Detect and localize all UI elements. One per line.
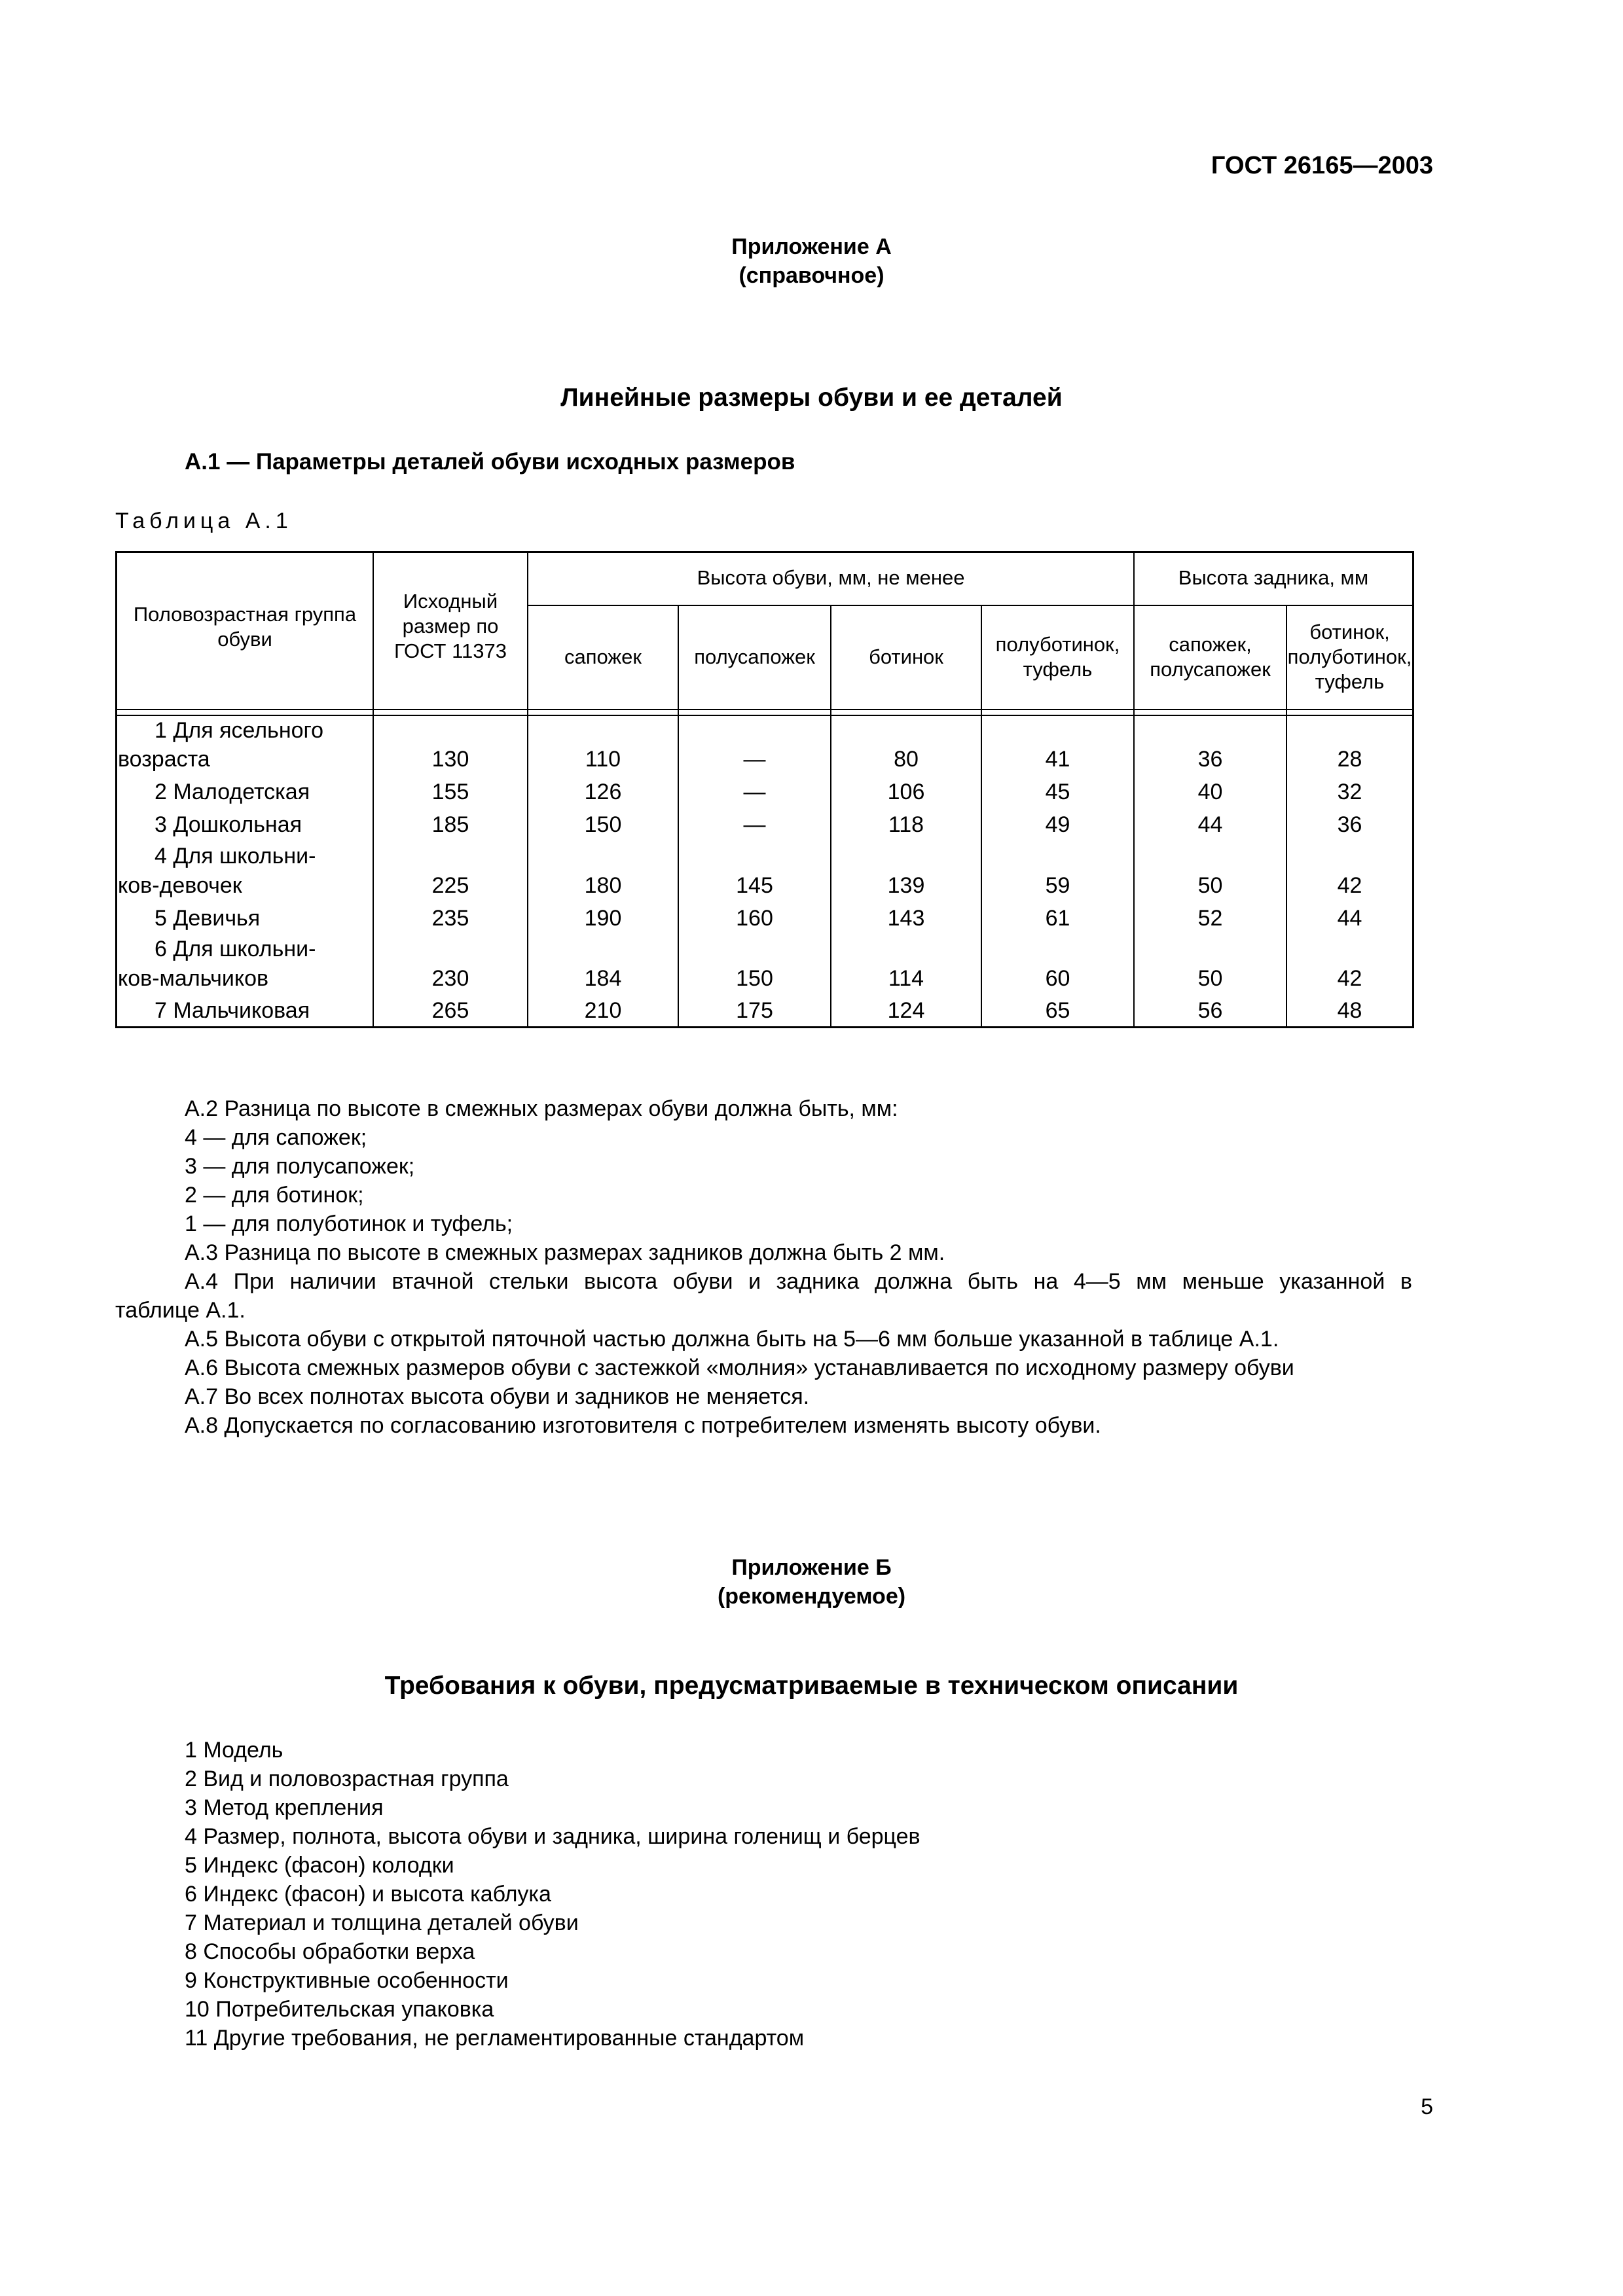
row7-base: 265 — [431, 998, 469, 1023]
note-a8: А.8 Допускается по согласованию изготовителя с потребителем изменять высоту обуви. — [185, 1413, 1101, 1438]
row6-base: 230 — [431, 966, 469, 991]
annex-a-section-title: Линейные размеры обуви и ее деталей — [560, 384, 1063, 412]
list-item: 8 Способы обработки верха — [185, 1939, 475, 1964]
row5-low: 61 — [1045, 906, 1070, 931]
row2-base: 155 — [431, 780, 469, 804]
note-a4-cont: таблице А.1. — [115, 1298, 246, 1323]
row6-ankle: 114 — [888, 966, 924, 991]
row1-ankle: 80 — [894, 747, 919, 772]
row3-ankle: 118 — [888, 812, 924, 837]
row5-hb: 52 — [1197, 906, 1223, 931]
annex-b-title: Приложение Б — [731, 1555, 892, 1580]
list-item: 2 Вид и половозрастная группа — [185, 1767, 509, 1791]
row1-hs: 28 — [1337, 747, 1362, 772]
list-item: 4 Размер, полнота, высота обуви и задника, ширина голенищ и берцев — [185, 1824, 921, 1849]
row4-hb: 50 — [1197, 873, 1223, 898]
th-heel-boots: сапожек, полусапожек — [1150, 633, 1271, 681]
list-item: 7 Материал и толщина деталей обуви — [185, 1910, 579, 1935]
row5-base: 235 — [431, 906, 469, 931]
row4-hs: 42 — [1337, 873, 1362, 898]
row2-ankle: 106 — [887, 780, 925, 804]
row2-half: — — [743, 780, 766, 804]
row7-boots: 210 — [584, 998, 622, 1023]
row1-group-line1: 1 Для ясельного — [155, 718, 324, 743]
page-number: 5 — [1421, 2094, 1433, 2119]
note-a2-item: 3 — для полусапожек; — [185, 1154, 415, 1179]
list-item: 5 Индекс (фасон) колодки — [185, 1853, 454, 1878]
row4-boots: 180 — [584, 873, 622, 898]
row5-half: 160 — [736, 906, 773, 931]
list-item: 9 Конструктивные особенности — [185, 1968, 509, 1993]
row7-hs: 48 — [1337, 998, 1362, 1023]
row1-low: 41 — [1045, 747, 1070, 772]
note-a4: А.4 При наличии втачной стельки высота обуви и задника должна быть на 4—5 мм меньше указанной в — [185, 1269, 1412, 1294]
row7-half: 175 — [736, 998, 773, 1023]
note-a2-item: 2 — для ботинок; — [185, 1183, 364, 1208]
note-a2: А.2 Разница по высоте в смежных размерах обуви должна быть, мм: — [185, 1096, 898, 1121]
row5-ankle: 143 — [887, 906, 925, 931]
th-low-shoes: полуботинок, туфель — [995, 633, 1120, 681]
row6-group-line1: 6 Для школьни- — [155, 937, 316, 961]
row6-hb: 50 — [1197, 966, 1223, 991]
row4-group-line2: ков-девочек — [118, 873, 242, 898]
row6-group-line2: ков-мальчиков — [118, 966, 269, 991]
note-a2-item: 4 — для сапожек; — [185, 1125, 367, 1150]
subsection-a1-title: А.1 — Параметры деталей обуви исходных размеров — [185, 449, 795, 475]
row6-half: 150 — [736, 966, 773, 991]
row3-half: — — [743, 812, 766, 837]
table-caption: Таблица А.1 — [115, 509, 293, 533]
row2-hs: 32 — [1337, 780, 1362, 804]
row1-hb: 36 — [1197, 747, 1223, 772]
th-half-boots: полусапожек — [694, 645, 815, 668]
row7-ankle: 124 — [887, 998, 925, 1023]
row1-group-line2: возраста — [118, 747, 210, 772]
row1-boots: 110 — [585, 747, 621, 772]
row2-boots: 126 — [584, 780, 622, 804]
row3-low: 49 — [1045, 812, 1070, 837]
row4-base: 225 — [431, 873, 469, 898]
th-boots: сапожек — [564, 645, 642, 668]
document-code: ГОСТ 26165—2003 — [1211, 152, 1433, 179]
row3-boots: 150 — [584, 812, 622, 837]
note-a7: А.7 Во всех полнотах высота обуви и задников не меняется. — [185, 1384, 810, 1409]
row4-low: 59 — [1045, 873, 1070, 898]
list-item: 3 Метод крепления — [185, 1795, 384, 1820]
list-item: 11 Другие требования, не регламентированные стандартом — [185, 2026, 805, 2051]
row3-group: 3 Дошкольная — [155, 812, 302, 837]
row5-boots: 190 — [584, 906, 622, 931]
annex-b-section-title: Требования к обуви, предусматриваемые в техническом описании — [384, 1672, 1239, 1700]
list-item: 10 Потребительская упаковка — [185, 1997, 494, 2022]
row3-base: 185 — [431, 812, 469, 837]
row3-hs: 36 — [1337, 812, 1362, 837]
th-ankle-boots: ботинок — [869, 645, 943, 668]
row1-base: 130 — [431, 747, 469, 772]
row6-boots: 184 — [584, 966, 622, 991]
note-a5: А.5 Высота обуви с открытой пяточной частью должна быть на 5—6 мм больше указанной в таблице А.1. — [185, 1327, 1279, 1352]
row5-hs: 44 — [1337, 906, 1362, 931]
list-item: 1 Модель — [185, 1738, 283, 1763]
row2-hb: 40 — [1197, 780, 1223, 804]
th-shoe-height: Высота обуви, мм, не менее — [697, 566, 965, 589]
row6-hs: 42 — [1337, 966, 1362, 991]
th-group: Половозрастная группа обуви — [133, 603, 357, 651]
row4-group-line1: 4 Для школьни- — [155, 844, 316, 869]
annex-a-status: (справочное) — [739, 263, 884, 288]
row2-low: 45 — [1045, 780, 1070, 804]
list-item: 6 Индекс (фасон) и высота каблука — [185, 1882, 551, 1907]
th-heel-shoes: ботинок, полуботинок, туфель — [1287, 620, 1412, 693]
th-heel-height: Высота задника, мм — [1178, 566, 1369, 589]
row4-ankle: 139 — [887, 873, 925, 898]
row1-half: — — [743, 747, 766, 772]
row3-hb: 44 — [1197, 812, 1223, 837]
row2-group: 2 Малодетская — [155, 780, 310, 804]
row7-hb: 56 — [1197, 998, 1223, 1023]
row4-half: 145 — [736, 873, 773, 898]
annex-a-title: Приложение А — [731, 234, 892, 259]
note-a3: А.3 Разница по высоте в смежных размерах задников должна быть 2 мм. — [185, 1240, 945, 1265]
row6-low: 60 — [1045, 966, 1070, 991]
annex-b-status: (рекомендуемое) — [717, 1584, 906, 1609]
row7-low: 65 — [1045, 998, 1070, 1023]
row5-group: 5 Девичья — [155, 906, 261, 931]
note-a6: А.6 Высота смежных размеров обуви с застежкой «молния» устанавливается по исходному размеру обуви — [185, 1355, 1294, 1380]
th-base-size: Исходный размер по ГОСТ 11373 — [394, 590, 507, 662]
row7-group: 7 Мальчиковая — [155, 998, 310, 1023]
note-a2-item: 1 — для полуботинок и туфель; — [185, 1211, 513, 1236]
